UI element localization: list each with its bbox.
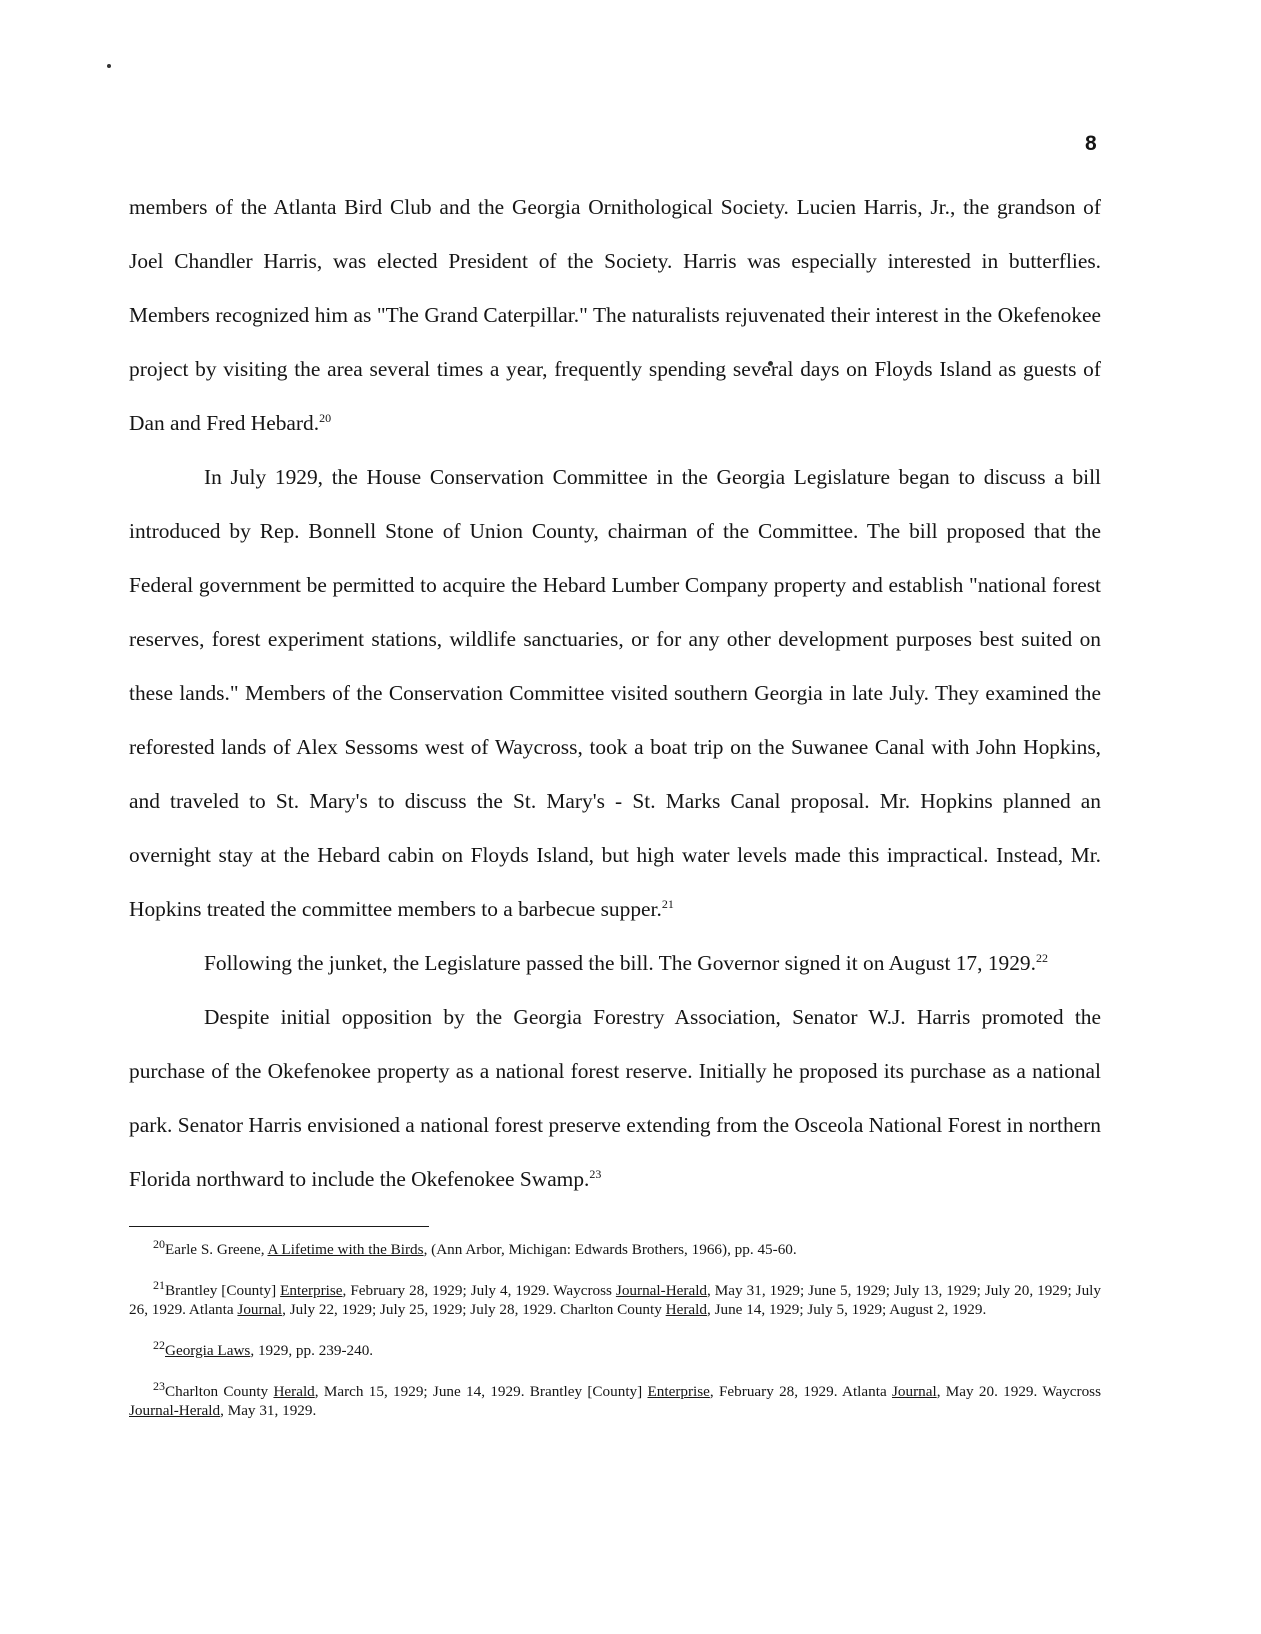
footnote-23 <box>129 1378 1102 1420</box>
footnote-text: , 1929, pp. 239-240. <box>250 1342 374 1359</box>
footnote-text: , May 31, 1929. <box>220 1402 317 1419</box>
footnote-number: 23 <box>153 1378 165 1393</box>
footnote-text: , (Ann Arbor, Michigan: Edwards Brothers, 1966), pp. 45-60. <box>423 1241 797 1258</box>
footnote-text: , February 28, 1929. Atlanta <box>709 1383 892 1400</box>
footnote-title: Journal-Herald <box>129 1402 221 1419</box>
paragraph-3 <box>129 936 1101 990</box>
footnote-ref: 21 <box>661 896 674 911</box>
footnote-number: 22 <box>153 1337 165 1352</box>
footnote-ref: 22 <box>1035 950 1048 965</box>
footnote-divider <box>129 1226 429 1227</box>
footnote-text: Earle S. Greene, <box>165 1241 268 1258</box>
footnote-text: , March 15, 1929; June 14, 1929. Brantley [County] <box>314 1383 648 1400</box>
footnote-title: Journal <box>237 1301 283 1318</box>
footnote-text: , May 20. 1929. Waycross <box>936 1383 1102 1400</box>
footnote-20 <box>129 1236 1101 1259</box>
footnote-number: 21 <box>153 1277 165 1292</box>
footnote-text: , June 14, 1929; July 5, 1929; August 2, 1929. <box>706 1301 987 1318</box>
footnote-title: Herald <box>665 1301 707 1318</box>
footnote-text: Charlton County <box>165 1383 274 1400</box>
paragraph-text: Following the junket, the Legislature passed the bill. The Governor signed it on August 17, 1929. <box>204 951 1036 975</box>
footnote-ref: 23 <box>589 1166 602 1181</box>
footnote-title: Herald <box>273 1383 315 1400</box>
body-text <box>129 180 1101 1206</box>
footnote-text: , July 22, 1929; July 25, 1929; July 28, 1929. Charlton County <box>282 1301 666 1318</box>
footnote-text: , February 28, 1929; July 4, 1929. Waycross <box>342 1282 616 1299</box>
footnote-number: 20 <box>153 1236 165 1251</box>
paragraph-text: In July 1929, the House Conservation Committee in the Georgia Legislature began to discuss a bill introduced by Rep. Bonnell Stone of Union County, chairman of the Committee. The bill proposed that the Federal government be permitted to acquire the Hebard Lumber Company property and establish "national forest reserves, forest experiment stations, wildlife sanctuaries, or for any other development purposes best suited on these lands." Members of the Conservation Committee visited southern Georgia in late July. They examined the reforested lands of Alex Sessoms west of Waycross, took a boat trip on the Suwanee Canal with John Hopkins, and traveled to St. Mary's to discuss the St. Mary's - St. Marks Canal proposal. Mr. Hopkins planned an overnight stay at the Hebard cabin on Floyds Island, but high water levels made this impractical. Instead, Mr. Hopkins treated the committee members to a barbecue supper. <box>129 465 1101 921</box>
footnote-ref: 20 <box>319 410 332 425</box>
paragraph-text: members of the Atlanta Bird Club and the Georgia Ornithological Society. Lucien Harris, Jr., the grandson of Joel Chandler Harris, was elected President of the Society. Harris was especially interested in butterflies. Members recognized him as "The Grand Caterpillar." The naturalists rejuvenated their interest in the Okefenokee project by visiting the area several times a year, frequently spending several days on Floyds Island as guests of Dan and Fred Hebard. <box>129 195 1101 435</box>
paragraph-1 <box>129 180 1101 450</box>
footnote-title: A Lifetime with the Birds <box>267 1241 424 1258</box>
footnote-21 <box>129 1277 1101 1319</box>
paragraph-2 <box>129 450 1101 936</box>
footnote-title: Enterprise <box>280 1282 343 1299</box>
paragraph-4 <box>129 990 1101 1206</box>
footnotes <box>129 1236 1102 1442</box>
page-number: 8 <box>1085 132 1097 155</box>
footnote-title: Enterprise <box>647 1383 710 1400</box>
footnote-title: Georgia Laws <box>165 1342 251 1359</box>
paragraph-text: Despite initial opposition by the Georgia Forestry Association, Senator W.J. Harris promoted the purchase of the Okefenokee property as a national forest reserve. Initially he proposed its purchase as a national park. Senator Harris envisioned a national forest preserve extending from the Osceola National Forest in northern Florida northward to include the Okefenokee Swamp. <box>129 1005 1101 1191</box>
footnote-text: Brantley [County] <box>165 1282 281 1299</box>
footnote-text: , May 31, 1929; June 5, 1929; July 13, 1929; July 20, 1929; July 26, 1929. Atlanta <box>129 1282 1101 1318</box>
footnote-title: Journal-Herald <box>615 1282 708 1299</box>
footnote-22 <box>129 1337 1101 1360</box>
footnote-title: Journal <box>891 1383 937 1400</box>
scan-speck <box>107 64 111 68</box>
